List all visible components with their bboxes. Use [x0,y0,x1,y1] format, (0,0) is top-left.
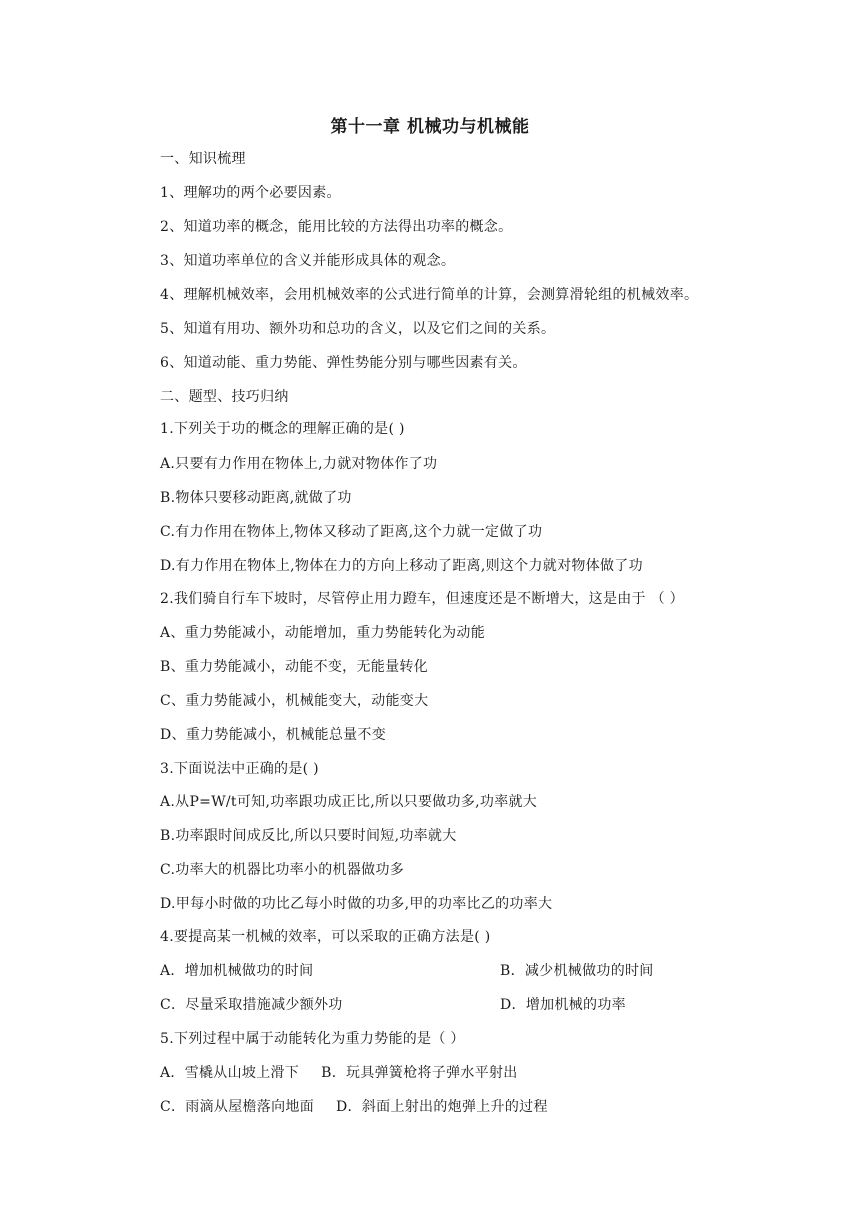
q3-option-c: C.功率大的机器比功率小的机器做功多 [160,862,405,878]
q2-option-a: A、重力势能减小，动能增加，重力势能转化为动能 [160,625,486,641]
q4-option-c: C．尽量采取措施减少额外功 [160,997,343,1013]
q3-option-b: B.功率跟时间成反比,所以只要时间短,功率就大 [160,828,457,844]
knowledge-item-2: 2、知道功率的概念，能用比较的方法得出功率的概念。 [160,219,513,235]
q5-stem: 5.下列过程中属于动能转化为重力势能的是（ ） [160,1031,465,1047]
q3-option-d: D.甲每小时做的功比乙每小时做的功多,甲的功率比乙的功率大 [160,896,553,912]
knowledge-item-3: 3、知道功率单位的含义并能形成具体的观念。 [160,253,456,269]
q5-option-c: C．雨滴从屋檐落向地面 [160,1099,315,1115]
q5-option-d: D．斜面上射出的炮弹上升的过程 [336,1099,548,1115]
q2-option-b: B、重力势能减小，动能不变，无能量转化 [160,659,428,675]
q2-stem: 2.我们骑自行车下坡时，尽管停止用力蹬车，但速度还是不断增大，这是由于 （ ） [160,591,684,607]
section2-heading: 二、题型、技巧归纳 [160,389,289,405]
q5-option-b: B．玩具弹簧枪将子弹水平射出 [321,1065,518,1081]
q2-option-d: D、重力势能减小，机械能总量不变 [160,727,387,743]
q4-stem: 4.要提高某一机械的效率，可以采取的正确方法是( ) [160,929,491,945]
knowledge-item-5: 5、知道有用功、额外功和总功的含义，以及它们之间的关系。 [160,321,556,337]
q5-option-a: A．雪橇从山坡上滑下 [160,1065,300,1081]
q1-stem: 1.下列关于功的概念的理解正确的是( ) [160,421,405,437]
q5-options-row2 [160,1096,548,1116]
q4-option-b: B．减少机械做功的时间 [500,963,654,979]
section1-heading: 一、知识梳理 [160,151,246,167]
q3-option-a: A.从P=W/t可知,功率跟功成正比,所以只要做功多,功率就大 [160,794,538,810]
q1-option-d: D.有力作用在物体上,物体在力的方向上移动了距离,则这个力就对物体做了功 [160,558,643,574]
knowledge-item-4: 4、理解机械效率，会用机械效率的公式进行简单的计算，会测算滑轮组的机械效率。 [160,287,699,303]
q1-option-a: A.只要有力作用在物体上,力就对物体作了功 [160,456,438,472]
q1-option-b: B.物体只要移动距离,就做了功 [160,490,352,506]
page-title: 第十一章 机械功与机械能 [330,117,530,137]
knowledge-item-6: 6、知道动能、重力势能、弹性势能分别与哪些因素有关。 [160,355,527,371]
q5-options-row1 [160,1062,518,1082]
q4-option-d: D．增加机械的功率 [500,997,626,1013]
q3-stem: 3.下面说法中正确的是( ) [160,761,319,777]
knowledge-item-1: 1、理解功的两个必要因素。 [160,185,341,201]
q2-option-c: C、重力势能减小，机械能变大，动能变大 [160,693,429,709]
q4-option-a: A．增加机械做功的时间 [160,963,314,979]
q1-option-c: C.有力作用在物体上,物体又移动了距离,这个力就一定做了功 [160,524,543,540]
